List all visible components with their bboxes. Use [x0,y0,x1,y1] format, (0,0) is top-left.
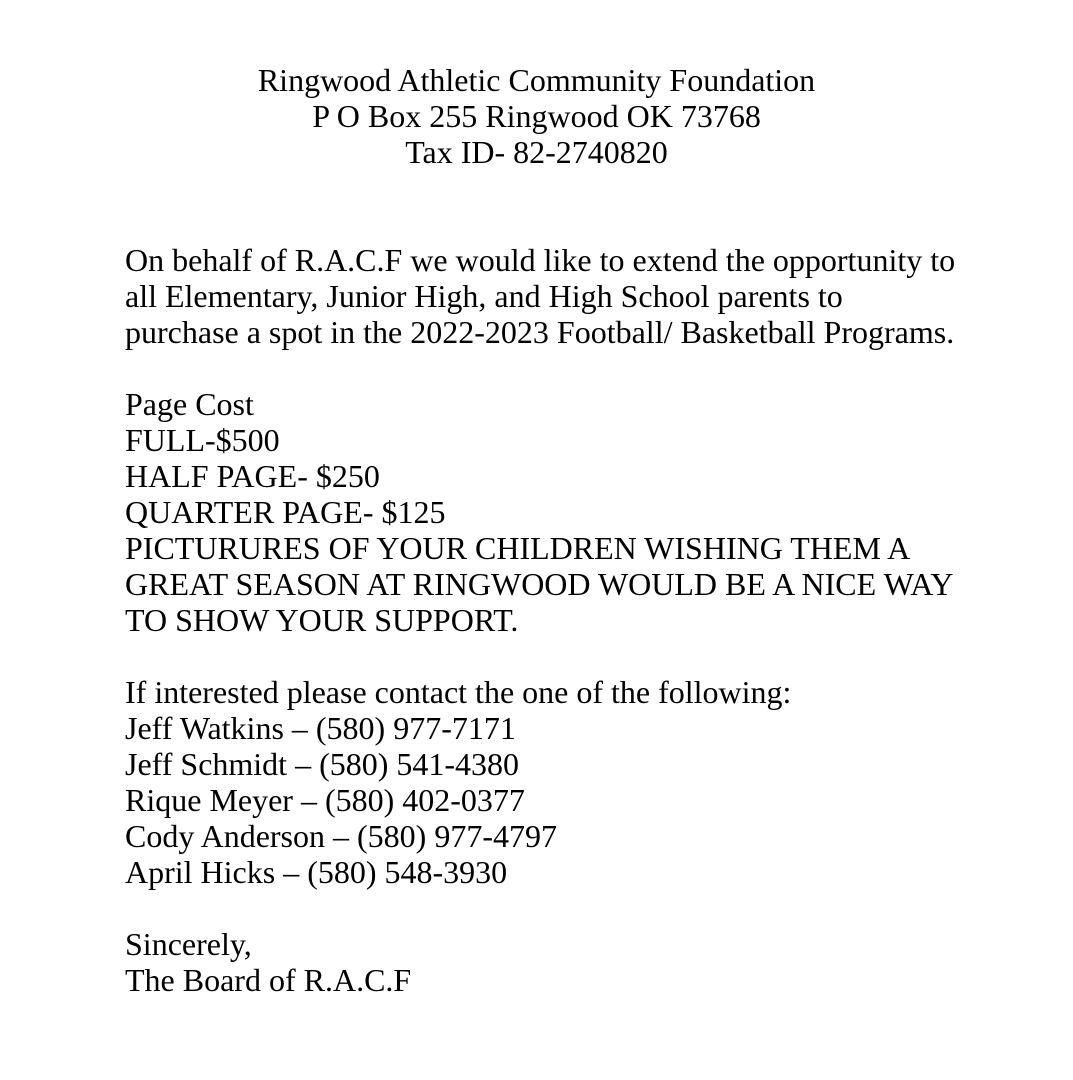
closing-signature [125,926,948,998]
contact-line: Jeff Schmidt – (580) 541-4380 [125,746,520,782]
pricing-line: TO SHOW YOUR SUPPORT. [125,602,519,638]
contacts-section [125,674,948,890]
intro-line: purchase a spot in the 2022-2023 Football/ Basketball Programs. [125,314,955,350]
intro-line: On behalf of R.A.C.F we would like to extend the opportunity to [125,242,956,278]
pricing-line: HALF PAGE- $250 [125,458,380,494]
header-line: Ringwood Athletic Community Foundation [257,62,816,98]
pricing-section [125,386,954,638]
header-line: P O Box 255 Ringwood OK 73768 [312,98,761,134]
header-line: Tax ID- 82-2740820 [405,134,668,170]
contact-line: Jeff Watkins – (580) 977-7171 [125,710,516,746]
pricing-line: GREAT SEASON AT RINGWOOD WOULD BE A NICE WAY [125,566,954,602]
contacts-heading: If interested please contact the one of the following: [125,674,792,710]
closing-line: Sincerely, [125,926,252,962]
contacts-list [125,710,948,890]
intro-line: all Elementary, Junior High, and High School parents to [125,278,843,314]
pricing-line: Page Cost [125,386,254,422]
intro-paragraph [125,242,956,350]
closing-line: The Board of R.A.C.F [125,962,412,998]
letter-header [125,62,948,170]
contact-line: Cody Anderson – (580) 977-4797 [125,818,557,854]
contact-line: April Hicks – (580) 548-3930 [125,854,508,890]
contact-line: Rique Meyer – (580) 402-0377 [125,782,525,818]
pricing-line: FULL-$500 [125,422,280,458]
pricing-line: PICTURURES OF YOUR CHILDREN WISHING THEM A [125,530,911,566]
pricing-line: QUARTER PAGE- $125 [125,494,446,530]
